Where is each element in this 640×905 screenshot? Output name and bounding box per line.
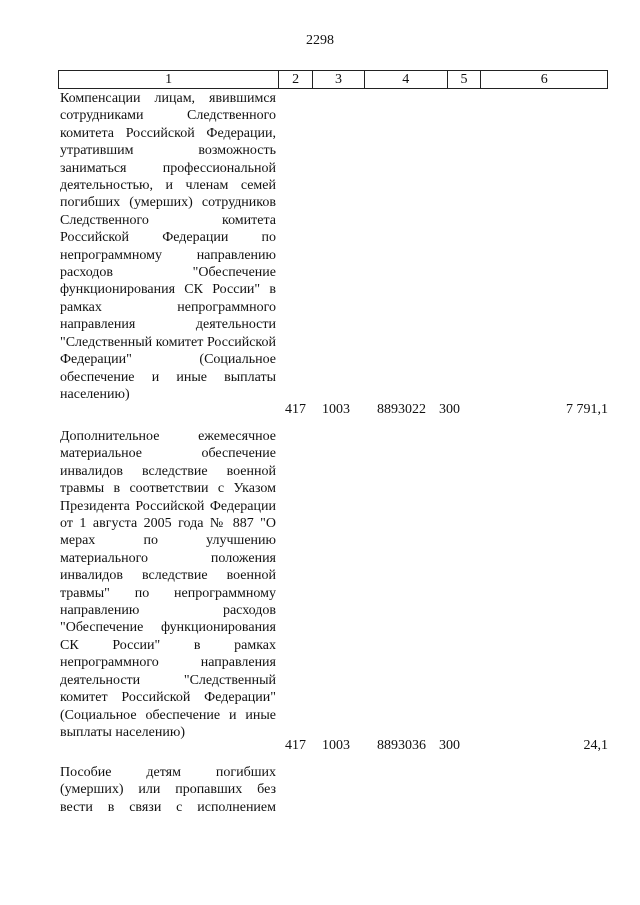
header-col-2: 2 bbox=[279, 71, 313, 88]
header-col-4: 4 bbox=[365, 71, 448, 88]
table-header-row bbox=[58, 70, 608, 89]
row-col-3: 1003 bbox=[322, 737, 350, 753]
header-col-6: 6 bbox=[540, 72, 548, 87]
table-row bbox=[58, 90, 608, 418]
row-col-5: 300 bbox=[439, 401, 460, 417]
header-col-5: 5 bbox=[448, 71, 482, 88]
row-description: Пособие детям погибших (умерших) или пропавших без вести в связи с исполнением bbox=[60, 765, 276, 815]
row-col-4: 8893022 bbox=[377, 401, 426, 417]
row-col-2: 417 bbox=[285, 401, 306, 417]
row-col-6: 24,1 bbox=[583, 737, 608, 753]
page-number: 2298 bbox=[306, 33, 334, 48]
row-col-5: 300 bbox=[439, 737, 460, 753]
row-col-2: 417 bbox=[285, 737, 306, 753]
header-col-1: 1 bbox=[59, 71, 279, 88]
table-row bbox=[58, 428, 608, 754]
row-col-3: 1003 bbox=[322, 401, 350, 417]
table-row bbox=[58, 764, 608, 834]
header-col-3: 3 bbox=[313, 71, 365, 88]
row-description: Компенсации лицам, явившимся сотрудниками Следственного комитета Российской Федерации, утратившим возможность заниматься профессиональной деятельностью, и членам семей погибших (умерших) сотрудников Следственного комитета Российской Федерации по непрограммному направлению расходов "Обеспечение функционирования СК России" в рамках непрограммного направления деятельности "Следственный комитет Российской Федерации" (Социальное обеспечение и иные выплаты населению) bbox=[60, 91, 276, 402]
row-col-4: 8893036 bbox=[377, 737, 426, 753]
row-col-6: 7 791,1 bbox=[566, 401, 608, 417]
row-description: Дополнительное ежемесячное материальное обеспечение инвалидов вследствие военной травмы в соответствии с Указом Президента Российской Федерации от 1 августа 2005 года № 887 "О мерах по улучшению материального положения инвалидов вследствие военной травмы" по непрограммному направлению расходов "Обеспечение функционирования СК России" в рамках непрограммного направления деятельности "Следственный комитет Российской Федерации" (Социальное обеспечение и иные выплаты населению) bbox=[60, 429, 276, 740]
